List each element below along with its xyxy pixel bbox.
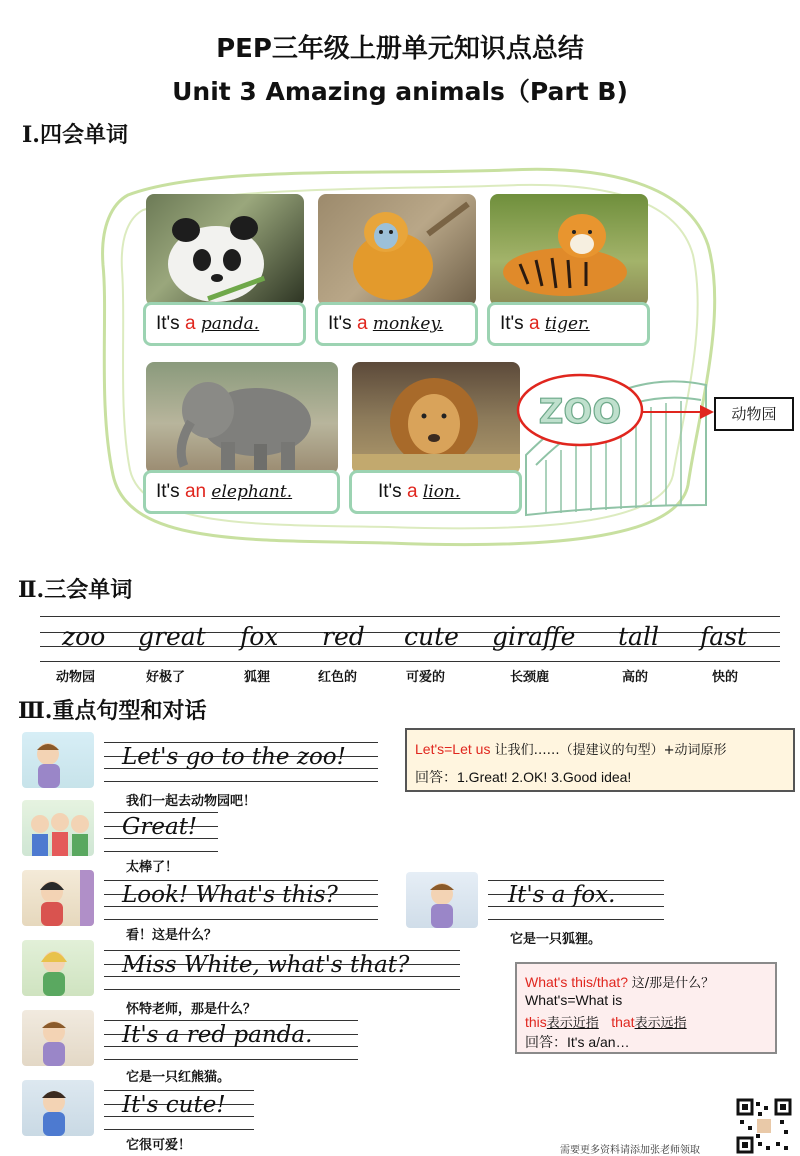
speaker-avatar [22, 732, 94, 788]
vocab-word: cute [404, 622, 459, 651]
dialog-sentence: It's a red panda. [122, 1022, 313, 1048]
card-word: tiger. [544, 314, 590, 334]
speaker-avatar [406, 872, 478, 928]
note-answer: 回答：It's a/an… [525, 1034, 630, 1050]
tiger-card [487, 302, 650, 346]
vocab-word: fast [700, 622, 748, 651]
tiger-photo [490, 194, 648, 306]
lion-card [349, 470, 522, 514]
vocab-meaning: 动物园 [56, 670, 96, 685]
panda-photo [146, 194, 304, 306]
grammar-note-lets [405, 728, 795, 792]
speaker-avatar [22, 800, 94, 856]
speaker-avatar [22, 940, 94, 996]
elephant-photo [146, 362, 338, 474]
dialog-sentence: It's a fox. [508, 882, 616, 908]
dialog-translation: 它是一只狐狸。 [510, 932, 602, 947]
speaker-avatar [22, 1010, 94, 1066]
card-article: a [528, 313, 540, 334]
speaker-avatar [22, 870, 94, 926]
elephant-card [143, 470, 340, 514]
card-word: lion. [422, 482, 461, 502]
vocab-meaning: 快的 [712, 670, 739, 685]
card-article: a [406, 481, 418, 502]
vocab-meaning: 长颈鹿 [510, 670, 550, 685]
page-title: PEP三年级上册单元知识点总结 [216, 34, 584, 64]
section2-heading: Ⅱ.三会单词 [18, 577, 133, 603]
vocab-meaning: 狐狸 [244, 670, 271, 685]
dialog-sentence: Miss White, what's that? [122, 952, 410, 978]
card-word: monkey. [372, 314, 444, 334]
card-prefix: It's [328, 313, 352, 334]
dialog-translation: 它很可爱！ [126, 1138, 192, 1153]
vocab-meaning: 可爱的 [406, 670, 446, 685]
card-article: an [184, 481, 207, 502]
card-prefix: It's [156, 481, 180, 502]
vocab-word: tall [618, 622, 659, 651]
note-text: 表示近指 [546, 1016, 599, 1031]
vocab-word: zoo [62, 622, 106, 651]
dialog-translation: 怀特老师，那是什么？ [126, 1002, 257, 1017]
card-word: panda. [200, 314, 260, 334]
speaker-avatar [22, 1080, 94, 1136]
dialog-translation: 太棒了！ [126, 860, 179, 875]
note-text: 让我们……（提建议的句型）+动词原形 [494, 743, 727, 758]
vocab-word: giraffe [492, 622, 576, 651]
dialog-translation: 我们一起去动物园吧！ [126, 794, 257, 809]
card-article: a [356, 313, 368, 334]
note-keyword: that [611, 1014, 635, 1030]
section1-heading: Ⅰ.四会单词 [22, 122, 128, 148]
dialog-sentence: Great! [122, 814, 198, 840]
card-prefix: It's [378, 481, 402, 502]
page-subtitle: Unit 3 Amazing animals（Part B) [172, 77, 628, 106]
dialog-sentence: Look! What's this? [122, 882, 338, 908]
dialog-translation: 它是一只红熊猫。 [126, 1070, 231, 1085]
note-keyword: this [525, 1014, 547, 1030]
monkey-photo [318, 194, 476, 306]
card-word: elephant. [211, 482, 293, 502]
arrow-icon [640, 400, 716, 424]
note-keyword: Let's=Let us [415, 741, 491, 757]
note-keyword: What's this/that? [525, 974, 629, 990]
card-article: a [184, 313, 196, 334]
card-prefix: It's [156, 313, 180, 334]
monkey-card [315, 302, 478, 346]
dialog-sentence: It's cute! [122, 1092, 226, 1118]
vocab-meaning: 好极了 [146, 670, 186, 685]
vocab-meaning: 红色的 [318, 670, 358, 685]
note-text: 表示远指 [634, 1016, 687, 1031]
note-text: 这/那是什么？ [631, 976, 715, 991]
footer-note: 需要更多资料请添加张老师领取 [560, 1145, 700, 1156]
vocab-word: great [138, 622, 206, 651]
zoo-sign-text: ZOO [538, 392, 622, 432]
section3-heading: Ⅲ.重点句型和对话 [18, 698, 207, 724]
note-contraction: What's=What is [525, 992, 623, 1008]
note-answer: 回答：1.Great! 2.OK! 3.Good idea! [415, 769, 632, 785]
dialog-sentence: Let's go to the zoo! [122, 744, 346, 770]
zoo-gate-illustration [516, 355, 716, 525]
vocab-meaning: 高的 [622, 670, 649, 685]
vocab-word: red [322, 622, 365, 651]
zoo-meaning-box: 动物园 [714, 397, 794, 431]
lion-photo [352, 362, 520, 474]
panda-card [143, 302, 306, 346]
vocab-word: fox [240, 622, 279, 651]
card-prefix: It's [500, 313, 524, 334]
dialog-translation: 看！这是什么？ [126, 928, 218, 943]
grammar-note-whats [515, 962, 777, 1054]
qr-code[interactable] [736, 1098, 792, 1154]
